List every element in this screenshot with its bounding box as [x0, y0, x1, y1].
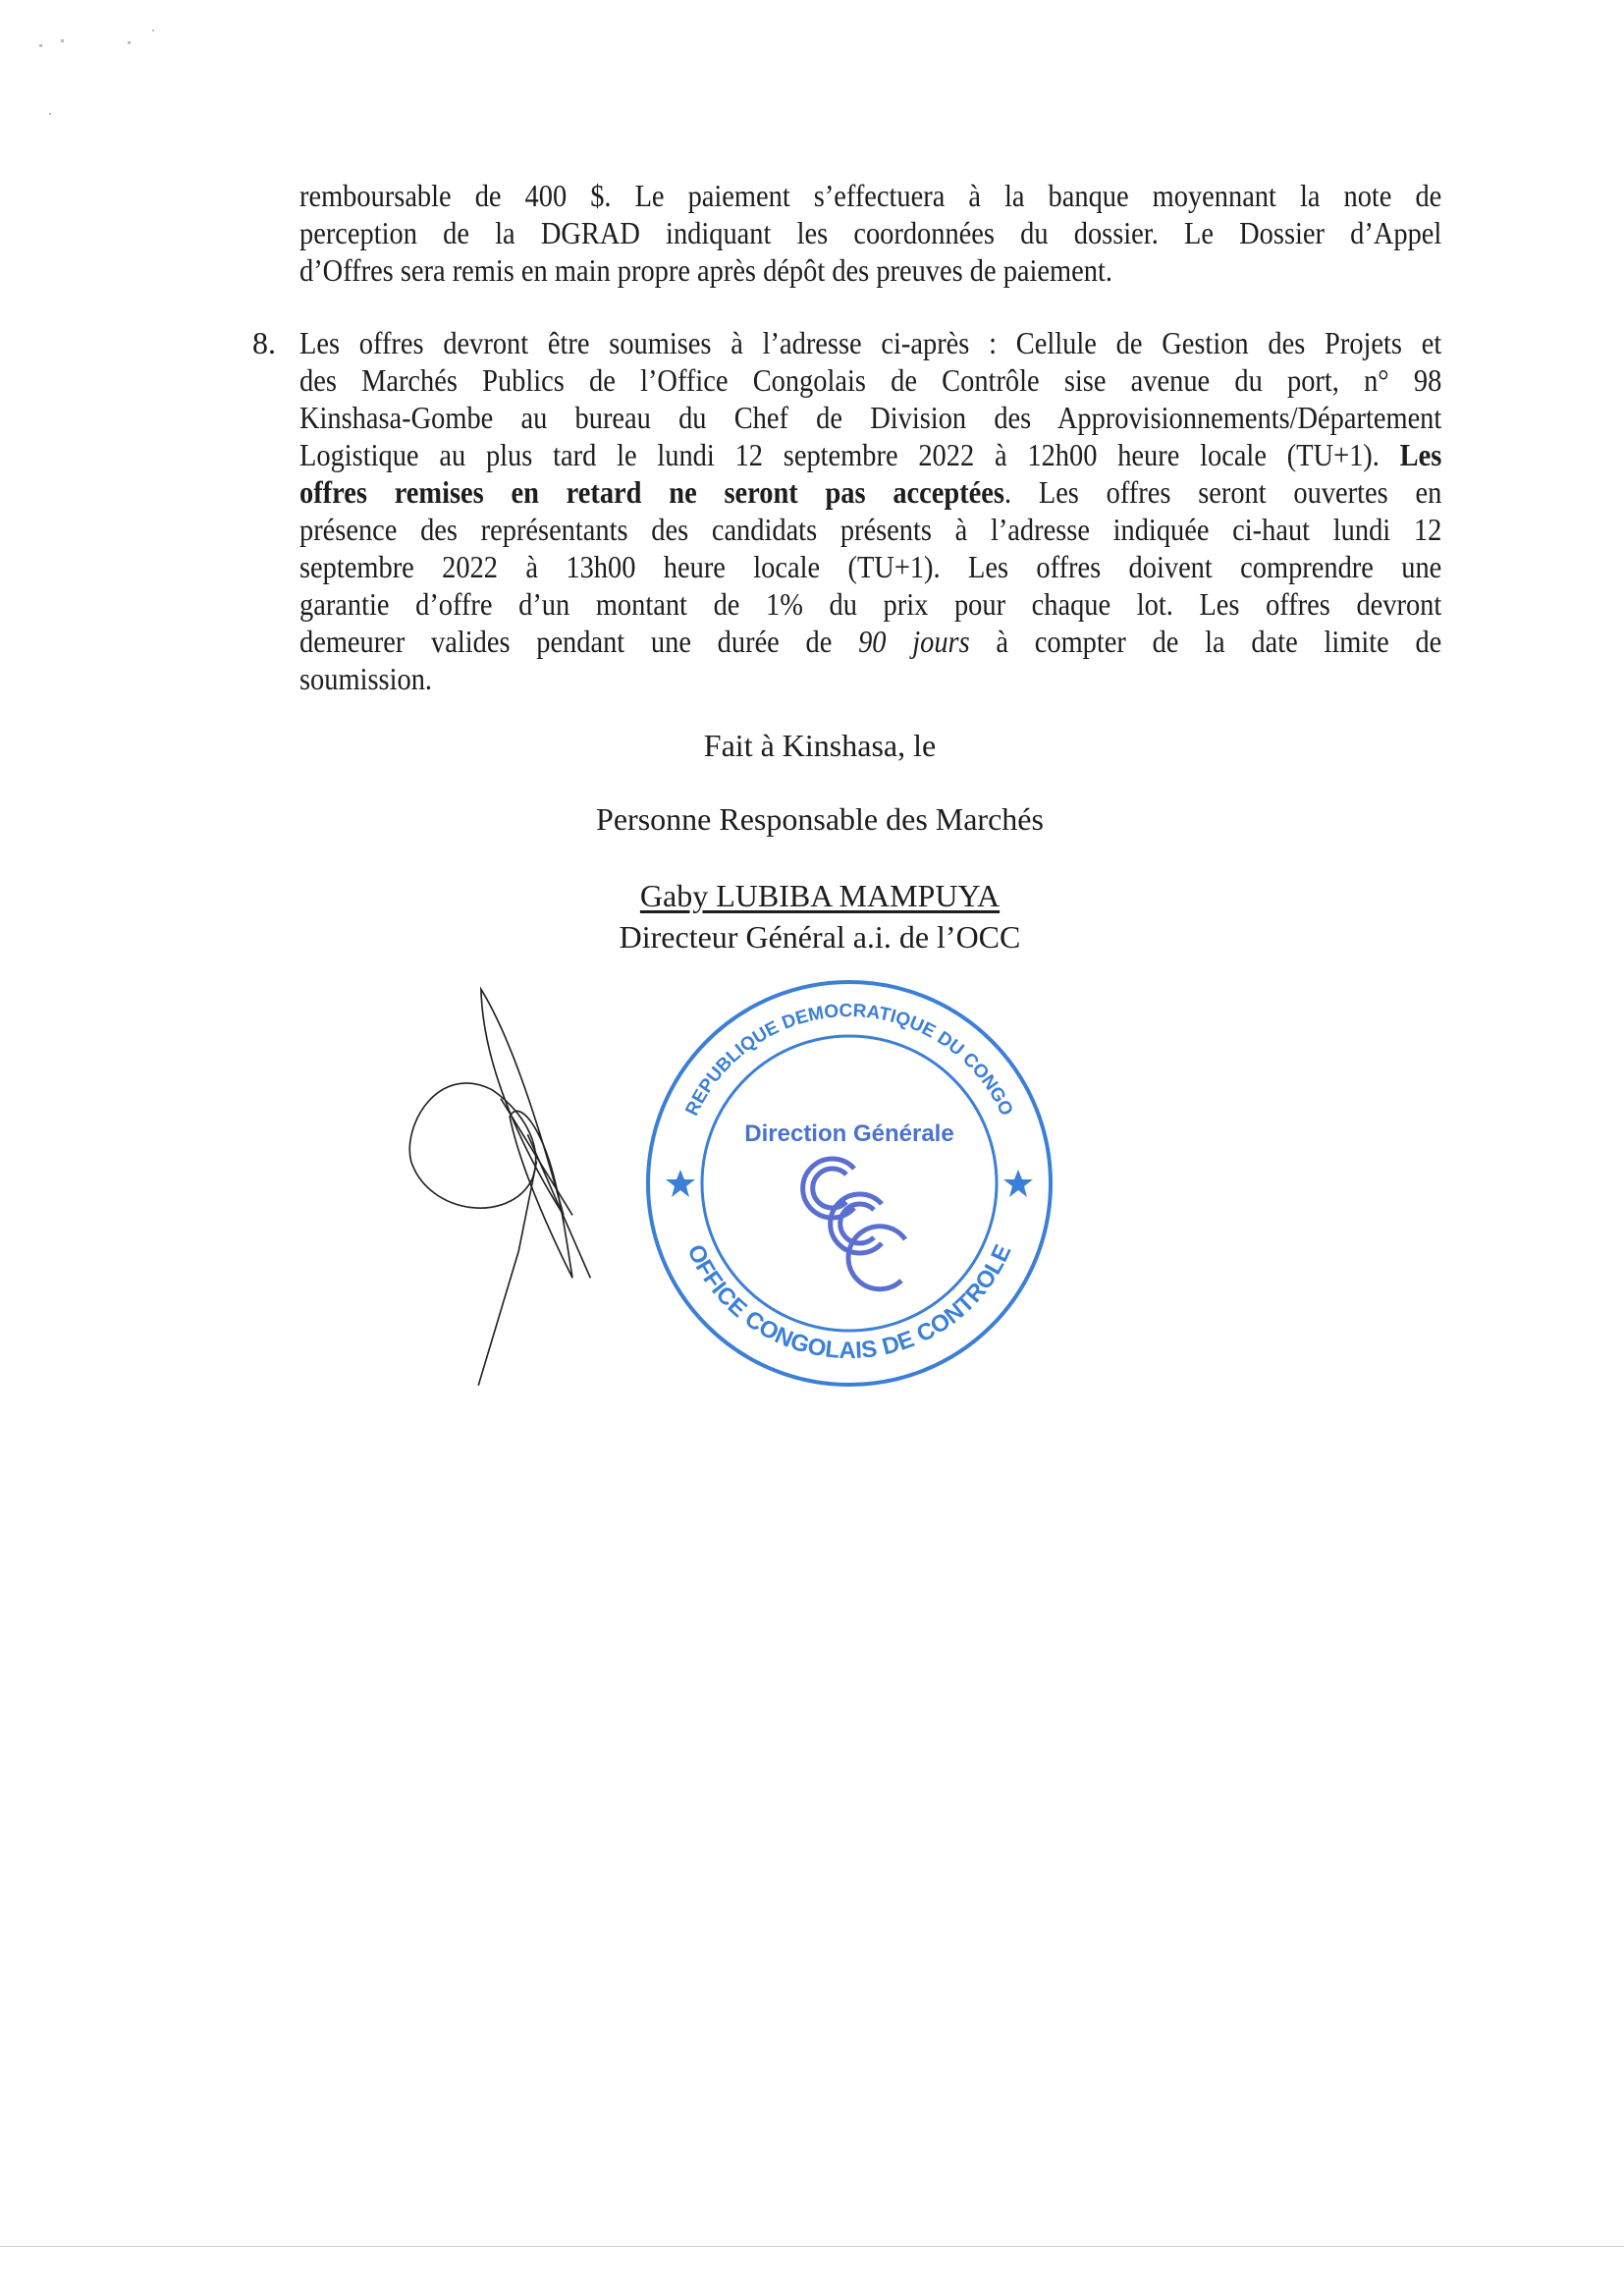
- scan-mark: [152, 29, 154, 31]
- official-stamp: [628, 972, 1070, 1404]
- paragraph-7-continued: [299, 177, 1441, 289]
- scan-mark: [39, 44, 42, 47]
- text-line: Les offres devront être soumises à l’adresse ci-après : Cellule de Gestion des Projets et: [299, 325, 1442, 360]
- text-line: présence des représentants des candidats présents à l’adresse indiquée ci-haut lundi 12: [299, 512, 1442, 547]
- occ-logo-icon: [803, 1159, 905, 1289]
- text-line: perception de la DGRAD indiquant les coordonnées du dossier. Le Dossier d’Appel: [299, 215, 1442, 250]
- stamp-center-text: Direction Générale: [744, 1121, 954, 1147]
- text-line: Logistique au plus tard le lundi 12 septembre 2022 à 12h00 heure locale (TU+1). Les: [299, 437, 1442, 472]
- text-line: Kinshasa-Gombe au bureau du Chef de Division des Approvisionnements/Département: [299, 400, 1442, 435]
- scan-mark: [128, 41, 131, 44]
- stamp-bottom-text: OFFICE CONGOLAIS DE CONTROLE: [681, 1240, 1017, 1365]
- star-icon: [666, 1170, 1033, 1197]
- text-line: des Marchés Publics de l’Office Congolais de Contrôle sise avenue du port, n° 98: [299, 362, 1442, 398]
- text-line: garantie d’offre d’un montant de 1% du prix pour chaque lot. Les offres devront: [299, 586, 1442, 622]
- stamp-top-text: REPUBLIQUE DEMOCRATIQUE DU CONGO: [681, 1001, 1017, 1120]
- scan-mark: [61, 39, 64, 42]
- text-line: septembre 2022 à 13h00 heure locale (TU+1). Les offres doivent comprendre une: [299, 549, 1442, 584]
- scan-mark: [49, 113, 51, 115]
- scan-border-line: [0, 2246, 1624, 2247]
- bold-text: offres remises en retard ne seront pas acceptées: [299, 474, 1004, 510]
- text-line: demeurer valides pendant une durée de 90 jours à compter de la date limite de: [299, 624, 1442, 659]
- list-number: 8.: [252, 325, 276, 360]
- italic-text: 90 jours: [858, 624, 970, 659]
- text-line: soumission.: [299, 661, 433, 696]
- handwritten-signature: [373, 982, 628, 1394]
- signatory-title: Directeur Général a.i. de l’OCC: [619, 919, 1021, 955]
- paragraph-8: [299, 324, 1441, 697]
- text-line: d’Offres sera remis en main propre après dépôt des preuves de paiement.: [299, 252, 1112, 288]
- text-line: remboursable de 400 $. Le paiement s’effectuera à la banque moyennant la note de: [299, 178, 1442, 213]
- signatory-role: Personne Responsable des Marchés: [596, 801, 1044, 837]
- text-line: offres remises en retard ne seront pas acceptées. Les offres seront ouvertes en: [299, 474, 1442, 510]
- signatory-name: Gaby LUBIBA MAMPUYA: [639, 878, 1001, 913]
- bold-text: Les: [1399, 437, 1442, 472]
- place-date: Fait à Kinshasa, le: [703, 728, 937, 763]
